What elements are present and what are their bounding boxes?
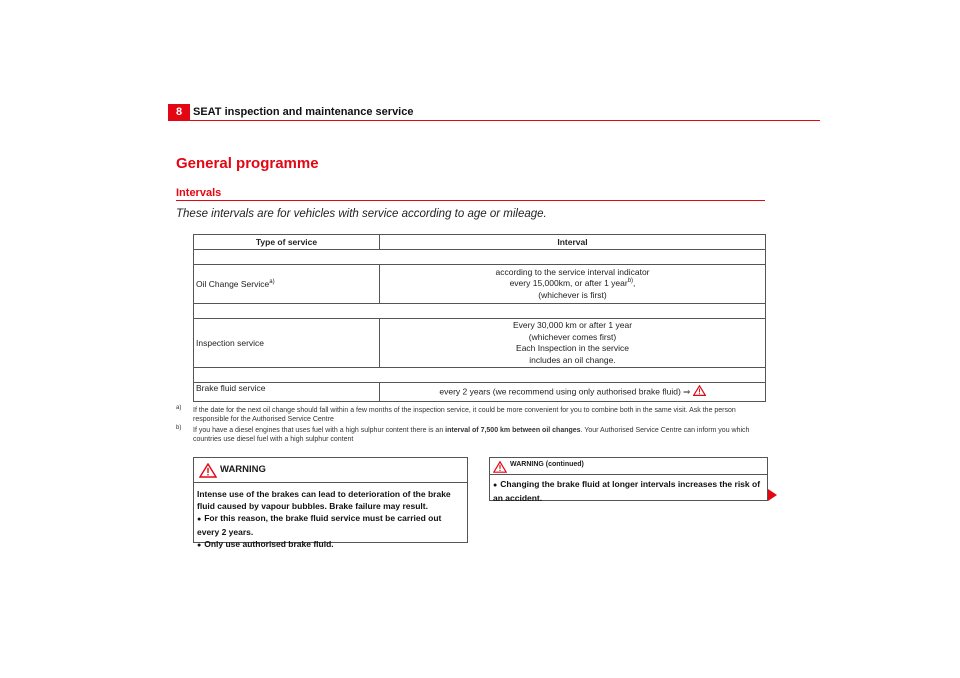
warning-intro: Intense use of the brakes can lead to deterioration of the brake fluid caused by vapour bubbles. Brake failure may result. bbox=[197, 489, 451, 511]
lead-text: These intervals are for vehicles with service according to age or mileage. bbox=[176, 208, 547, 220]
warning-body bbox=[194, 483, 467, 557]
footnotes bbox=[176, 406, 766, 446]
row-type: Oil Change Service$^{a)}$ bbox=[194, 265, 380, 304]
warning-box bbox=[193, 457, 468, 549]
subtitle-divider bbox=[176, 200, 765, 201]
warning-continued-body bbox=[490, 475, 767, 509]
service-intervals-table bbox=[193, 234, 766, 402]
spacer-row bbox=[194, 304, 766, 319]
spacer-row bbox=[194, 250, 766, 265]
warning-title: WARNING bbox=[220, 464, 266, 475]
warning-bullet: ● Changing the brake fluid at longer intervals increases the risk of an accident. bbox=[493, 478, 764, 504]
warning-bullet: ● Only use authorised brake fluid. bbox=[197, 538, 464, 552]
table-row bbox=[194, 265, 766, 304]
table-header-row bbox=[194, 235, 766, 250]
warning-triangle-icon bbox=[199, 463, 217, 483]
warning-continued-title: WARNING (continued) bbox=[510, 461, 584, 468]
page-number: 8 bbox=[168, 104, 190, 120]
section-title: General programme bbox=[176, 155, 319, 172]
header-divider bbox=[168, 120, 820, 121]
row-type: Brake fluid service bbox=[194, 383, 380, 402]
row-interval: every 2 years (we recommend using only authorised brake fluid) ⇒ bbox=[380, 383, 766, 402]
warning-triangle-icon[interactable] bbox=[693, 385, 706, 400]
table-row bbox=[194, 319, 766, 368]
warning-continued-box bbox=[489, 457, 768, 501]
row-type: Inspection service bbox=[194, 319, 380, 368]
footnote-a: a) If the date for the next oil change should fall within a few months of the inspection service, it could be more convenient for you to combine both in the same visit. Ask the person responsible for the Authorised Service Centre bbox=[176, 405, 736, 423]
warning-triangle-icon bbox=[493, 460, 507, 478]
warning-bullet: ● For this reason, the brake fluid service must be carried out every 2 years. bbox=[197, 512, 464, 538]
table-row bbox=[194, 383, 766, 402]
spacer-row bbox=[194, 368, 766, 383]
continue-arrow-icon[interactable] bbox=[768, 489, 777, 501]
footnote-b: b) If you have a diesel engines that uses fuel with a high sulphur content there is an interval of 7,500 km between oil changes. Your Authorised Service Centre can inform you which countries use diesel fuel with a high sulphur content bbox=[176, 425, 750, 443]
header-interval: Interval bbox=[380, 235, 766, 250]
warning-continued-header bbox=[490, 458, 767, 475]
header-title: SEAT inspection and maintenance service bbox=[193, 106, 414, 118]
header-type: Type of service bbox=[194, 235, 380, 250]
row-interval: Every 30,000 km or after 1 year (whichever comes first) Each Inspection in the service includes an oil change. bbox=[380, 319, 766, 368]
row-interval: according to the service interval indicator every 15,000km, or after 1 year$^{b)}$, (whichever is first) bbox=[380, 265, 766, 304]
section-subtitle: Intervals bbox=[176, 187, 222, 199]
warning-header bbox=[194, 458, 467, 483]
